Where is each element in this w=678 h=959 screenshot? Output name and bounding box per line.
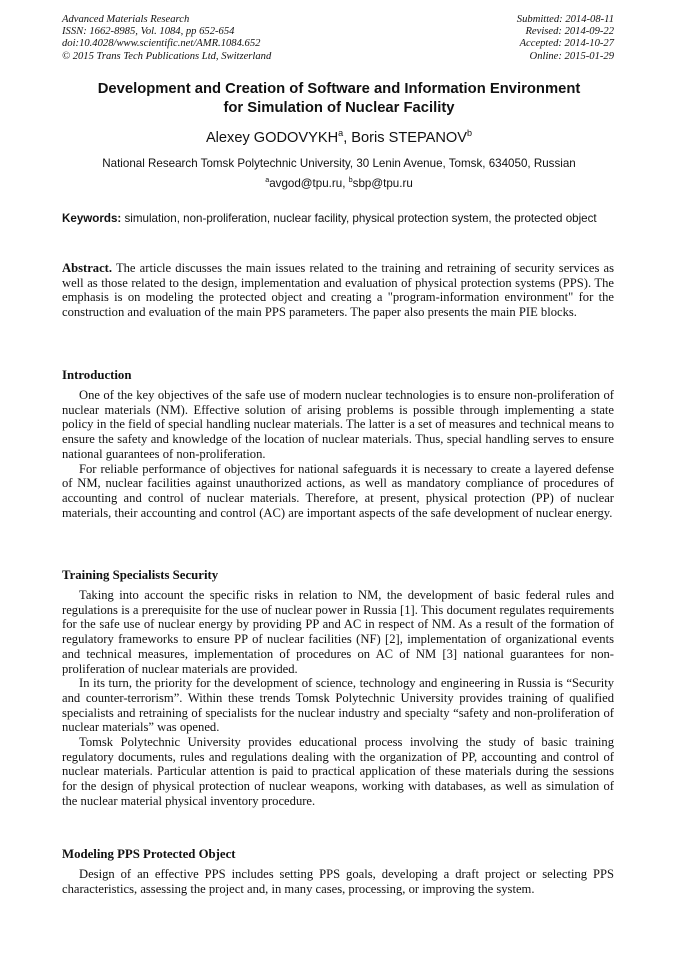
abstract-label: Abstract. — [62, 261, 113, 275]
date-online: Online: 2015-01-29 — [529, 50, 614, 62]
section-heading: Introduction — [62, 368, 132, 382]
journal-name: Advanced Materials Research — [62, 14, 190, 25]
paragraph: Taking into account the specific risks in relation to NM, the development of basic federal rules and regulations is a prerequisite for the use of nuclear power in Russia [1]. This document regulates requirements for the safe use of nuclear energy by providing PP and AC in respect of NM. As a result of the formation of regulatory frameworks to ensure PP of nuclear facilities (NF) [2], implementation of organizational events and technical measures, implementation of procedures on AC of NM [3] national guarantees for non-proliferation of nuclear materials are provided. — [62, 588, 614, 676]
section-training — [62, 568, 614, 809]
paragraph: Design of an effective PPS includes setting PPS goals, developing a draft project or selecting PPS characteristics, assessing the project and, in many cases, processing, or improving the system. — [62, 867, 614, 896]
journal-info — [62, 14, 271, 63]
author-affil-mark: a — [338, 128, 344, 139]
email-mark: b — [348, 175, 353, 185]
author-emails — [40, 177, 638, 191]
email-link[interactable]: sbp@tpu.ru — [352, 177, 413, 190]
publication-dates — [517, 14, 614, 63]
keywords — [62, 212, 614, 226]
keywords-label: Keywords: — [62, 212, 122, 225]
abstract-text: The article discusses the main issues related to the training and retraining of security services as well as those related to the design, implementation and evaluation of physical protection systems (PPS). The emphasis is on modeling the protected object and creating a "program-information environment" for the construction and evaluation of the main PPS parameters. The paper also presents the main PIE blocks. — [62, 261, 614, 320]
email-separator: , — [342, 177, 349, 190]
paragraph: For reliable performance of objectives for national safeguards it is necessary to create a layered defense of NM, nuclear facilities against unauthorized actions, as well as mandatory compliance of procedures of accounting and control of nuclear materials. Therefore, at present, physical protection (PP) of nuclear materials, their accounting and control (AC) are important aspects of the safe development of nuclear energy. — [62, 461, 614, 520]
author-name: Alexey GODOVYKH — [205, 130, 339, 146]
email-mark: a — [265, 175, 270, 185]
section-modeling — [62, 847, 614, 896]
paper-title — [40, 80, 638, 117]
section-heading: Training Specialists Security — [62, 568, 219, 582]
author-affil-mark: b — [467, 128, 473, 139]
journal-doi: doi:10.4028/www.scientific.net/AMR.1084.652 — [62, 38, 261, 50]
abstract — [62, 261, 614, 320]
author-list — [40, 129, 638, 147]
author-separator: , — [343, 130, 352, 146]
title-line-1: Development and Creation of Software and Information Environment — [97, 81, 581, 97]
paragraph: In its turn, the priority for the development of science, technology and engineering in Russia is “Security and counter-terrorism”. Within these trends Tomsk Polytechnic University provides training of qualified specialists and retraining of specialists for the nuclear industry and specialty “safety and non-proliferation of nuclear materials” was opened. — [62, 676, 614, 735]
section-introduction — [62, 368, 614, 520]
journal-issn: ISSN: 1662-8985, Vol. 1084, pp 652-654 — [62, 26, 235, 38]
section-heading: Modeling PPS Protected Object — [62, 847, 236, 861]
keywords-text: simulation, non-proliferation, nuclear facility, physical protection system, the protected object — [121, 212, 597, 225]
title-line-2: for Simulation of Nuclear Facility — [223, 99, 455, 116]
affiliation: National Research Tomsk Polytechnic University, 30 Lenin Avenue, Tomsk, 634050, Russian — [102, 157, 576, 170]
email-link[interactable]: avgod@tpu.ru — [269, 177, 343, 190]
paragraph: One of the key objectives of the safe use of modern nuclear technologies is to ensure non-proliferation of nuclear materials (NM). Effective solution of arising problems is possible through implementing a state policy in the field of special handling nuclear materials. The latter is a set of measures and technical means to ensure the safety and knowledge of the location of nuclear materials. Thus, special handling serves to ensure national guarantees of non-proliferation. — [62, 388, 614, 461]
journal-copyright: © 2015 Trans Tech Publications Ltd, Switzerland — [62, 50, 272, 62]
date-submitted: Submitted: 2014-08-11 — [516, 14, 614, 25]
date-revised: Revised: 2014-09-22 — [525, 26, 614, 38]
author-name: Boris STEPANOV — [351, 130, 467, 146]
paragraph: Tomsk Polytechnic University provides educational process involving the study of basic training regulatory documents, rules and regulations dealing with the organization of PP, accounting and control of nuclear materials. Particular attention is paid to practical application of these materials during the sessions for the design of physical protection of nuclear weapons, working with databases, as well as simulation of the nuclear material physical inventory procedure. — [62, 735, 614, 808]
date-accepted: Accepted: 2014-10-27 — [519, 38, 614, 50]
